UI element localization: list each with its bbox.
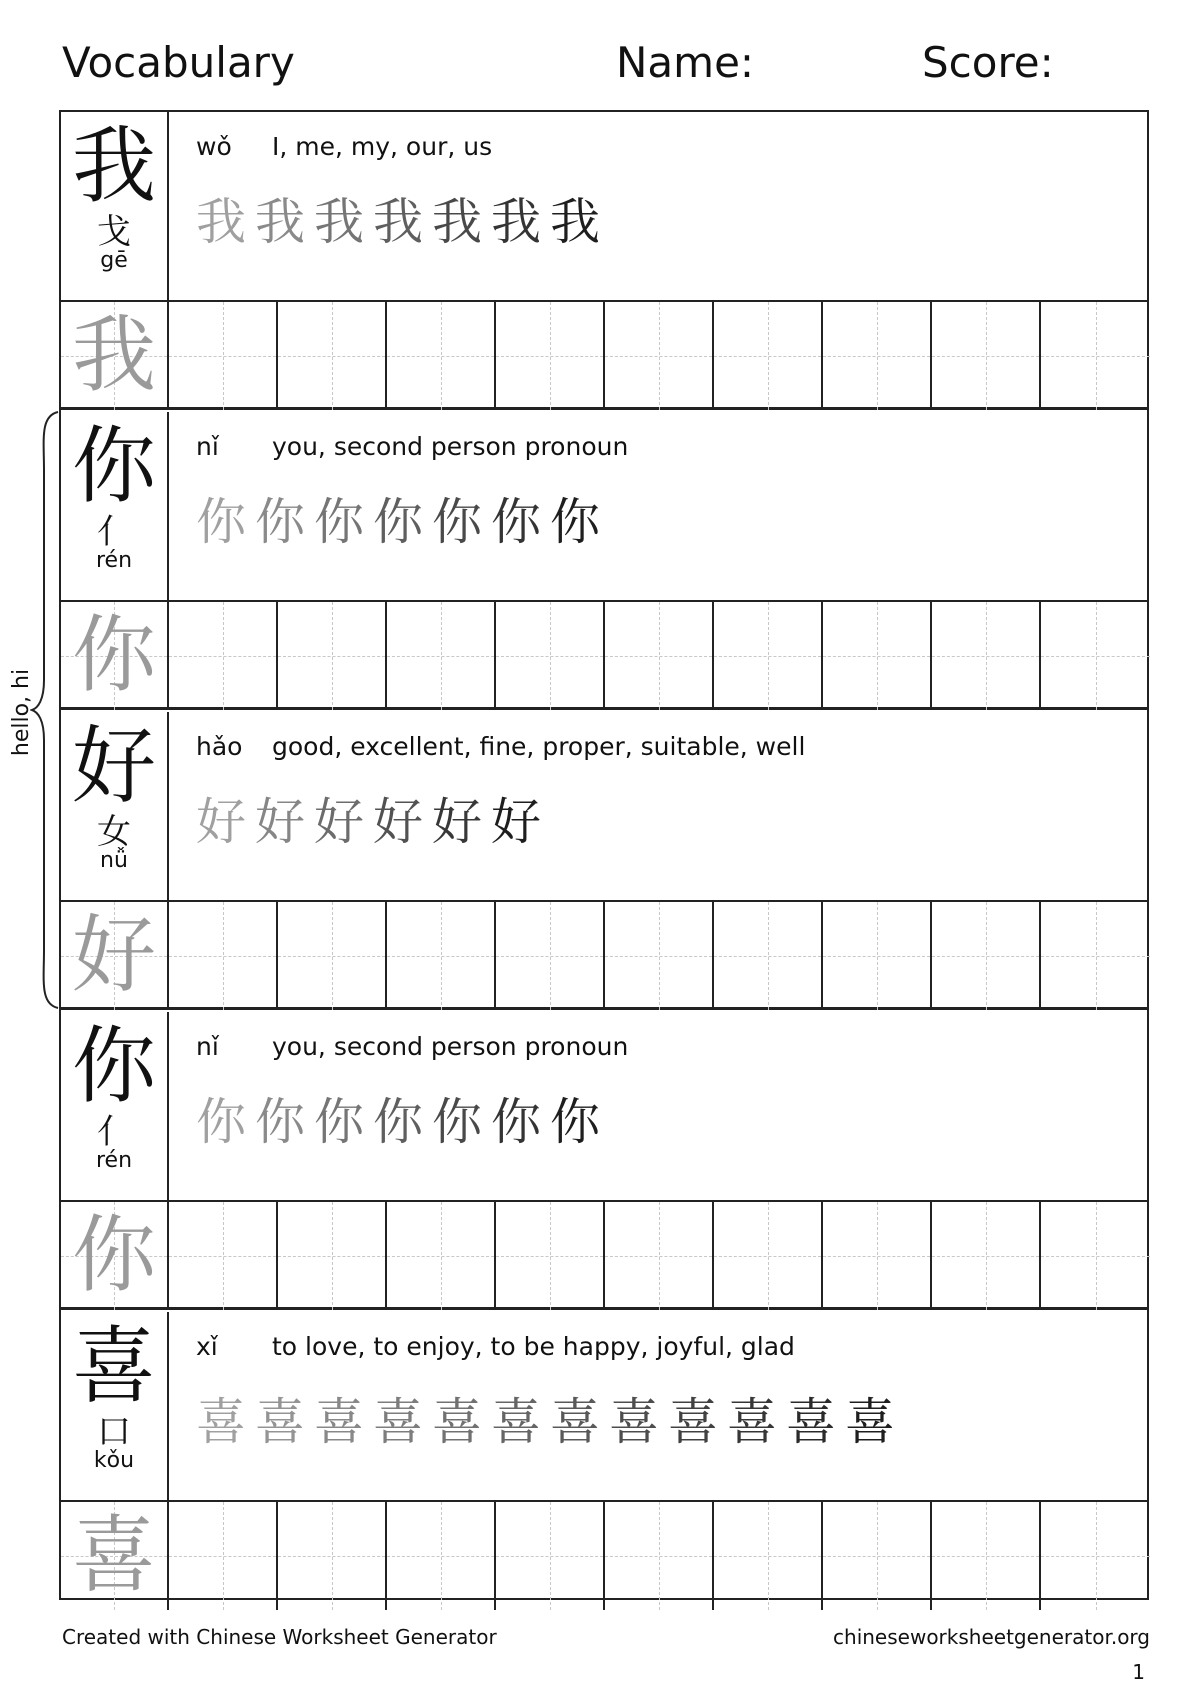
entry-info-row xyxy=(61,412,1147,602)
entry-info-row xyxy=(61,1312,1147,1502)
practice-row xyxy=(61,1202,1147,1310)
model-cell xyxy=(61,1502,169,1610)
trace-character: 喜 xyxy=(373,1393,427,1451)
model-cell xyxy=(61,1202,169,1310)
practice-cell[interactable] xyxy=(387,902,496,1010)
trace-character: 好 xyxy=(196,793,250,851)
entry-definition xyxy=(196,732,805,761)
meaning: I, me, my, our, us xyxy=(272,132,493,161)
group-label: hello, hi xyxy=(9,668,35,757)
practice-cell[interactable] xyxy=(1041,902,1150,1010)
hanzi-character: 好 xyxy=(71,717,156,815)
practice-cell[interactable] xyxy=(932,1502,1041,1610)
guide-line xyxy=(496,956,603,957)
trace-character: 好 xyxy=(314,793,368,851)
practice-cell[interactable] xyxy=(278,602,387,710)
guide-line xyxy=(823,1256,930,1257)
guide-line xyxy=(1041,656,1150,657)
radical-pinyin: rén xyxy=(95,1148,133,1173)
trace-character: 你 xyxy=(432,493,486,551)
trace-sequence xyxy=(196,182,609,254)
character-cell xyxy=(61,412,169,602)
practice-cell[interactable] xyxy=(714,1202,823,1310)
character-cell xyxy=(61,112,169,302)
trace-sequence xyxy=(196,482,609,554)
trace-character: 我 xyxy=(196,193,250,251)
radical-pinyin: rén xyxy=(95,548,133,573)
meaning: you, second person pronoun xyxy=(272,432,629,461)
guide-line xyxy=(1041,1556,1150,1557)
practice-row xyxy=(61,602,1147,710)
model-cell xyxy=(61,602,169,710)
trace-character: 喜 xyxy=(314,1393,368,1451)
trace-character: 我 xyxy=(255,193,309,251)
guide-line xyxy=(496,356,603,357)
guide-line xyxy=(605,656,712,657)
practice-cell[interactable] xyxy=(169,602,278,710)
practice-cell[interactable] xyxy=(169,902,278,1010)
practice-cell[interactable] xyxy=(1041,602,1150,710)
practice-cell[interactable] xyxy=(278,302,387,410)
page-number: 1 xyxy=(1132,1660,1145,1684)
practice-cell[interactable] xyxy=(169,302,278,410)
group-brace xyxy=(30,410,60,1010)
guide-line xyxy=(932,356,1039,357)
trace-sequence xyxy=(196,1082,609,1154)
guide-line xyxy=(823,956,930,957)
guide-line xyxy=(714,1556,821,1557)
pinyin: hǎo xyxy=(196,732,243,761)
trace-character: 你 xyxy=(314,1093,368,1151)
practice-cell[interactable] xyxy=(1041,302,1150,410)
entry-info-row xyxy=(61,1012,1147,1202)
guide-line xyxy=(496,1556,603,1557)
guide-line xyxy=(387,1256,494,1257)
guide-line xyxy=(714,656,821,657)
ghost-character: 我 xyxy=(71,306,156,404)
guide-line xyxy=(1041,956,1150,957)
practice-cell[interactable] xyxy=(1041,1202,1150,1310)
guide-line xyxy=(169,1556,276,1557)
entry-definition xyxy=(196,1032,628,1061)
hanzi-character: 你 xyxy=(71,417,156,515)
guide-line xyxy=(823,656,930,657)
trace-character: 我 xyxy=(373,193,427,251)
guide-line xyxy=(278,1256,385,1257)
radical-pinyin: nǚ xyxy=(100,848,128,873)
character-cell xyxy=(61,1012,169,1202)
guide-line xyxy=(1041,356,1150,357)
radical-pinyin: gē xyxy=(100,248,128,273)
practice-cell[interactable] xyxy=(387,1502,496,1610)
trace-character: 你 xyxy=(196,1093,250,1151)
practice-cell[interactable] xyxy=(605,902,714,1010)
trace-character: 喜 xyxy=(668,1393,722,1451)
meaning: good, excellent, fine, proper, suitable, well xyxy=(272,732,806,761)
practice-cell[interactable] xyxy=(714,302,823,410)
guide-line xyxy=(387,1556,494,1557)
practice-cell[interactable] xyxy=(496,902,605,1010)
trace-character: 好 xyxy=(255,793,309,851)
trace-character: 喜 xyxy=(255,1393,309,1451)
practice-cell[interactable] xyxy=(169,1502,278,1610)
practice-cell[interactable] xyxy=(714,602,823,710)
guide-line xyxy=(387,956,494,957)
trace-character: 喜 xyxy=(550,1393,604,1451)
pinyin: nǐ xyxy=(196,432,219,461)
guide-line xyxy=(605,356,712,357)
practice-cell[interactable] xyxy=(823,1202,932,1310)
entry-info-row xyxy=(61,112,1147,302)
practice-cell[interactable] xyxy=(605,602,714,710)
guide-line xyxy=(169,656,276,657)
radical-pinyin: kǒu xyxy=(93,1448,135,1473)
practice-row xyxy=(61,302,1147,410)
model-cell xyxy=(61,302,169,410)
trace-character: 喜 xyxy=(196,1393,250,1451)
guide-line xyxy=(387,356,494,357)
vocab-entry xyxy=(61,1012,1147,1312)
trace-character: 喜 xyxy=(432,1393,486,1451)
guide-line xyxy=(605,1556,712,1557)
entry-definition xyxy=(196,1332,795,1361)
trace-character: 我 xyxy=(432,193,486,251)
footer-credit: Created with Chinese Worksheet Generator xyxy=(62,1625,497,1649)
trace-character: 我 xyxy=(491,193,545,251)
practice-cell[interactable] xyxy=(605,1202,714,1310)
guide-line xyxy=(278,956,385,957)
ghost-character: 好 xyxy=(71,906,156,1004)
guide-line xyxy=(823,356,930,357)
vocab-entry xyxy=(61,712,1147,1012)
pinyin: nǐ xyxy=(196,1032,219,1061)
practice-cell[interactable] xyxy=(278,902,387,1010)
guide-line xyxy=(387,656,494,657)
pinyin: xǐ xyxy=(196,1332,218,1361)
practice-cell[interactable] xyxy=(714,902,823,1010)
guide-line xyxy=(932,956,1039,957)
practice-cell[interactable] xyxy=(496,602,605,710)
entry-definition xyxy=(196,132,492,161)
practice-cell[interactable] xyxy=(932,302,1041,410)
guide-line xyxy=(605,956,712,957)
practice-cell[interactable] xyxy=(823,302,932,410)
ghost-character: 你 xyxy=(71,606,156,704)
guide-line xyxy=(169,356,276,357)
practice-cell[interactable] xyxy=(605,302,714,410)
trace-sequence xyxy=(196,782,550,854)
radical: 口 xyxy=(97,1412,131,1452)
practice-cell[interactable] xyxy=(278,1202,387,1310)
trace-character: 好 xyxy=(373,793,427,851)
guide-line xyxy=(169,956,276,957)
practice-cell[interactable] xyxy=(387,602,496,710)
guide-line xyxy=(932,1256,1039,1257)
practice-cell[interactable] xyxy=(932,1202,1041,1310)
trace-character: 喜 xyxy=(609,1393,663,1451)
practice-cell[interactable] xyxy=(605,1502,714,1610)
meaning: to love, to enjoy, to be happy, joyful, glad xyxy=(272,1332,795,1361)
practice-row xyxy=(61,902,1147,1010)
hanzi-character: 喜 xyxy=(71,1317,156,1415)
trace-character: 你 xyxy=(373,493,427,551)
guide-line xyxy=(714,1256,821,1257)
guide-line xyxy=(278,1556,385,1557)
vocab-entry xyxy=(61,412,1147,712)
trace-character: 你 xyxy=(196,493,250,551)
vocab-entry xyxy=(61,112,1147,412)
trace-character: 好 xyxy=(432,793,486,851)
practice-cell[interactable] xyxy=(278,1502,387,1610)
practice-cell[interactable] xyxy=(823,602,932,710)
practice-row xyxy=(61,1502,1147,1610)
vocab-entry xyxy=(61,1312,1147,1612)
practice-cell[interactable] xyxy=(496,1202,605,1310)
character-cell xyxy=(61,712,169,902)
trace-character: 你 xyxy=(373,1093,427,1151)
trace-character: 我 xyxy=(314,193,368,251)
guide-line xyxy=(496,1256,603,1257)
trace-character: 你 xyxy=(255,493,309,551)
trace-character: 喜 xyxy=(845,1393,899,1451)
practice-cell[interactable] xyxy=(823,1502,932,1610)
trace-character: 你 xyxy=(491,493,545,551)
practice-cell[interactable] xyxy=(823,902,932,1010)
trace-character: 你 xyxy=(550,1093,604,1151)
guide-line xyxy=(605,1256,712,1257)
name-label: Name: xyxy=(616,38,755,87)
practice-cell[interactable] xyxy=(387,302,496,410)
radical: 亻 xyxy=(97,512,131,552)
hanzi-character: 我 xyxy=(71,117,156,215)
practice-cell[interactable] xyxy=(932,902,1041,1010)
worksheet-grid xyxy=(59,110,1149,1604)
practice-cell[interactable] xyxy=(387,1202,496,1310)
footer-url[interactable]: chineseworksheetgenerator.org xyxy=(833,1625,1150,1649)
practice-cell[interactable] xyxy=(714,1502,823,1610)
trace-sequence xyxy=(196,1382,904,1454)
practice-cell[interactable] xyxy=(932,602,1041,710)
trace-character: 你 xyxy=(550,493,604,551)
trace-character: 你 xyxy=(432,1093,486,1151)
guide-line xyxy=(714,956,821,957)
guide-line xyxy=(278,356,385,357)
radical: 戈 xyxy=(97,212,131,252)
guide-line xyxy=(932,1556,1039,1557)
practice-cell[interactable] xyxy=(1041,1502,1150,1610)
ghost-character: 喜 xyxy=(71,1506,156,1604)
score-label: Score: xyxy=(922,38,1054,87)
hanzi-character: 你 xyxy=(71,1017,156,1115)
character-cell xyxy=(61,1312,169,1502)
trace-character: 喜 xyxy=(491,1393,545,1451)
pinyin: wǒ xyxy=(196,132,232,161)
worksheet-title: Vocabulary xyxy=(62,38,295,87)
guide-line xyxy=(823,1556,930,1557)
trace-character: 你 xyxy=(255,1093,309,1151)
practice-cell[interactable] xyxy=(169,1202,278,1310)
radical: 亻 xyxy=(97,1112,131,1152)
practice-cell[interactable] xyxy=(496,1502,605,1610)
guide-line xyxy=(278,656,385,657)
guide-line xyxy=(496,656,603,657)
guide-line xyxy=(714,356,821,357)
practice-cell[interactable] xyxy=(496,302,605,410)
trace-character: 好 xyxy=(491,793,545,851)
ghost-character: 你 xyxy=(71,1206,156,1304)
radical: 女 xyxy=(97,812,131,852)
trace-character: 喜 xyxy=(727,1393,781,1451)
entry-definition xyxy=(196,432,628,461)
guide-line xyxy=(1041,1256,1150,1257)
guide-line xyxy=(169,1256,276,1257)
meaning: you, second person pronoun xyxy=(272,1032,629,1061)
entry-info-row xyxy=(61,712,1147,902)
model-cell xyxy=(61,902,169,1010)
guide-line xyxy=(932,656,1039,657)
trace-character: 喜 xyxy=(786,1393,840,1451)
trace-character: 我 xyxy=(550,193,604,251)
trace-character: 你 xyxy=(491,1093,545,1151)
trace-character: 你 xyxy=(314,493,368,551)
